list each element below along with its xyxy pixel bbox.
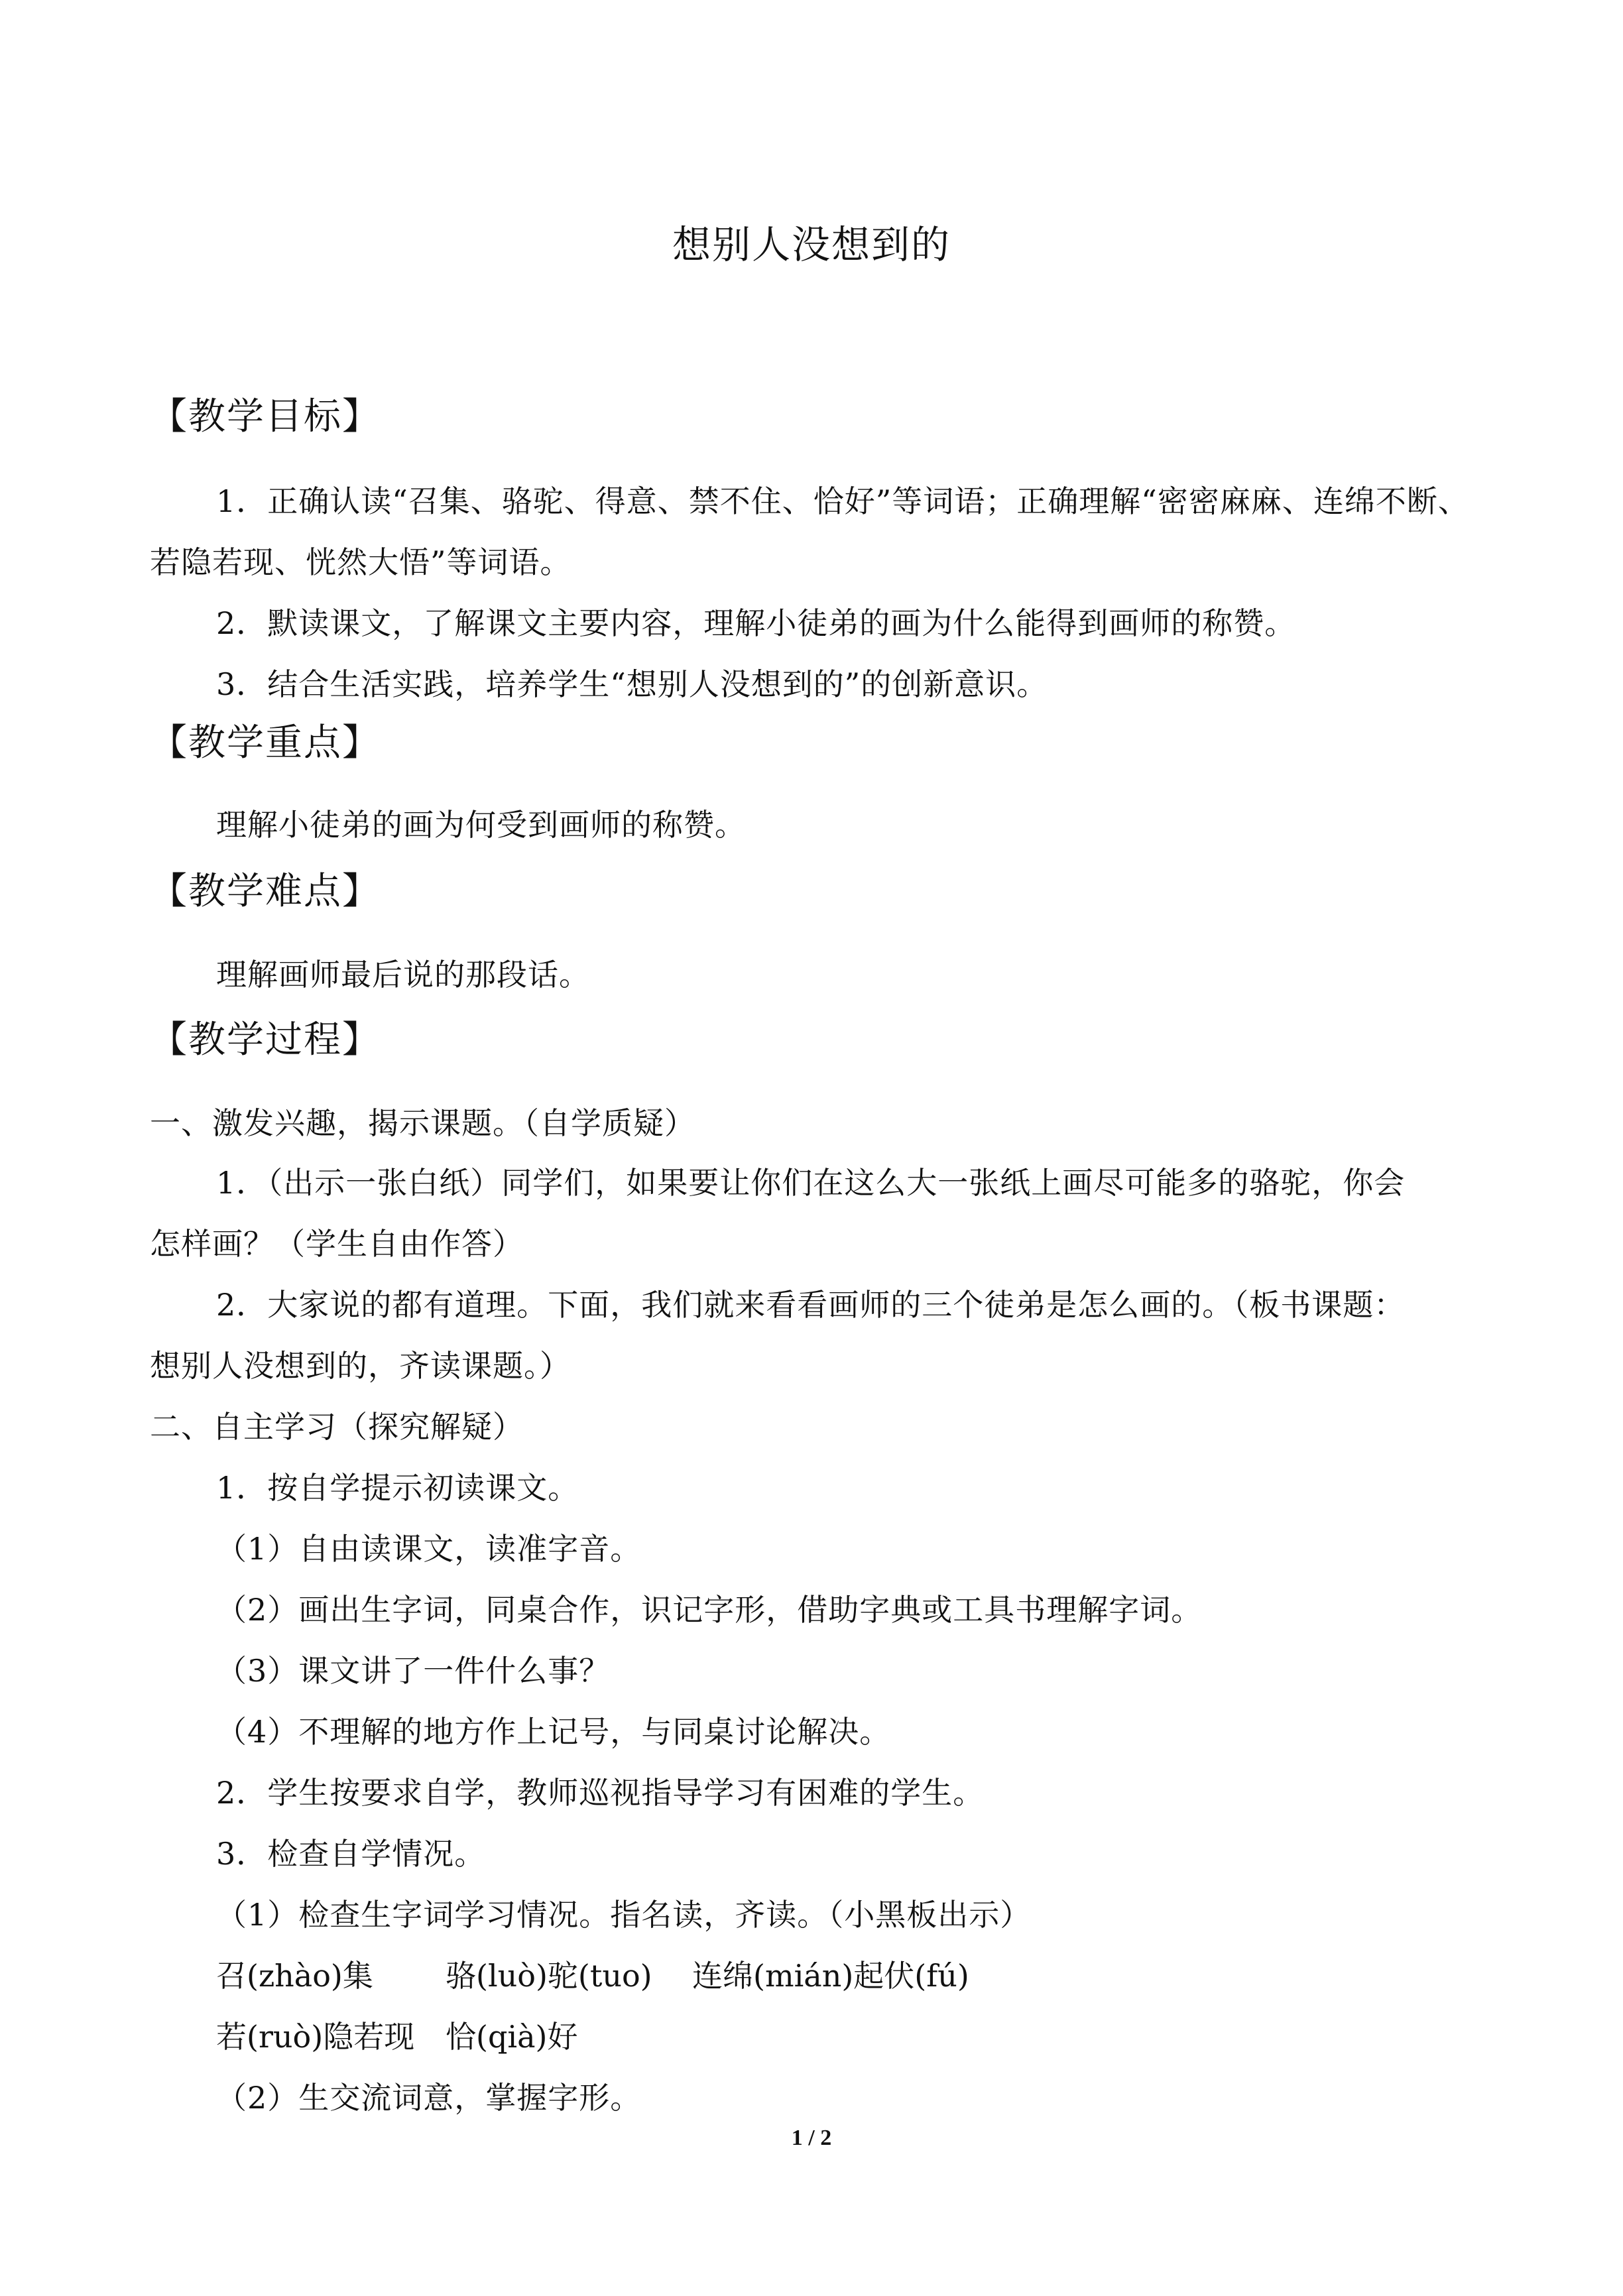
- vocab-item: 召(zhào)集: [216, 1958, 373, 1994]
- process-2-2: 2．学生按要求自学，教师巡视指导学习有困难的学生。: [216, 1775, 985, 1811]
- objective-2: 2．默读课文，了解课文主要内容，理解小徒弟的画为什么能得到画师的称赞。: [216, 605, 1296, 641]
- heading-objectives: 【教学目标】: [150, 395, 381, 438]
- vocab-row-1: [216, 1956, 1144, 1996]
- process-part-1-title: 一、激发兴趣，揭示课题。（自学质疑）: [150, 1105, 695, 1141]
- heading-key-point: 【教学重点】: [150, 721, 381, 764]
- process-2-1-a: （1）自由读课文，读准字音。: [216, 1531, 642, 1567]
- vocab-item: 恰(qià)好: [446, 2019, 578, 2055]
- process-2-1-c: （3）课文讲了一件什么事？: [216, 1653, 611, 1689]
- objective-3: 3．结合生活实践，培养学生“想别人没想到的”的创新意识。: [216, 666, 1048, 702]
- process-2-1-b: （2）画出生字词，同桌合作，识记字形，借助字典或工具书理解字词。: [216, 1592, 1203, 1628]
- page-number: 1 / 2: [791, 2126, 832, 2150]
- key-point-text: 理解小徒弟的画为何受到画师的称赞。: [216, 807, 746, 843]
- process-1-2-line-2: 想别人没想到的，齐读课题。）: [150, 1348, 571, 1384]
- objective-1-line-2: 若隐若现、恍然大悟”等词语。: [150, 544, 571, 580]
- document-title: 想别人没想到的: [672, 222, 951, 267]
- process-1-2-line-1: 2．大家说的都有道理。下面，我们就来看看画师的三个徒弟是怎么画的。（板书课题：: [216, 1287, 1406, 1323]
- heading-difficulty: 【教学难点】: [150, 870, 381, 913]
- vocab-row-2: [216, 2017, 879, 2057]
- vocab-item: 连绵(mián)起伏(fú): [692, 1958, 969, 1994]
- process-2-3: 3．检查自学情况。: [216, 1836, 486, 1872]
- process-1-1-line-1: 1．（出示一张白纸）同学们，如果要让你们在这么大一张纸上画尽可能多的骆驼，你会: [216, 1165, 1406, 1201]
- heading-process: 【教学过程】: [150, 1018, 381, 1061]
- process-1-1-line-2: 怎样画？（学生自由作答）: [150, 1226, 524, 1262]
- objective-1-line-1: 1．正确认读“召集、骆驼、得意、禁不住、恰好”等词语；正确理解“密密麻麻、连绵不断、: [216, 483, 1469, 519]
- process-2-3-b: （2）生交流词意，掌握字形。: [216, 2080, 642, 2116]
- vocab-item: 若(ruò)隐若现: [216, 2019, 415, 2055]
- process-2-1: 1．按自学提示初读课文。: [216, 1470, 579, 1506]
- difficulty-text: 理解画师最后说的那段话。: [216, 957, 590, 993]
- vocab-item: 骆(luò)驼(tuo): [446, 1958, 652, 1994]
- process-2-3-a: （1）检查生字词学习情况。指名读，齐读。（小黑板出示）: [216, 1897, 1032, 1933]
- process-part-2-title: 二、自主学习（探究解疑）: [150, 1409, 524, 1445]
- process-2-1-d: （4）不理解的地方作上记号，与同桌讨论解决。: [216, 1714, 891, 1750]
